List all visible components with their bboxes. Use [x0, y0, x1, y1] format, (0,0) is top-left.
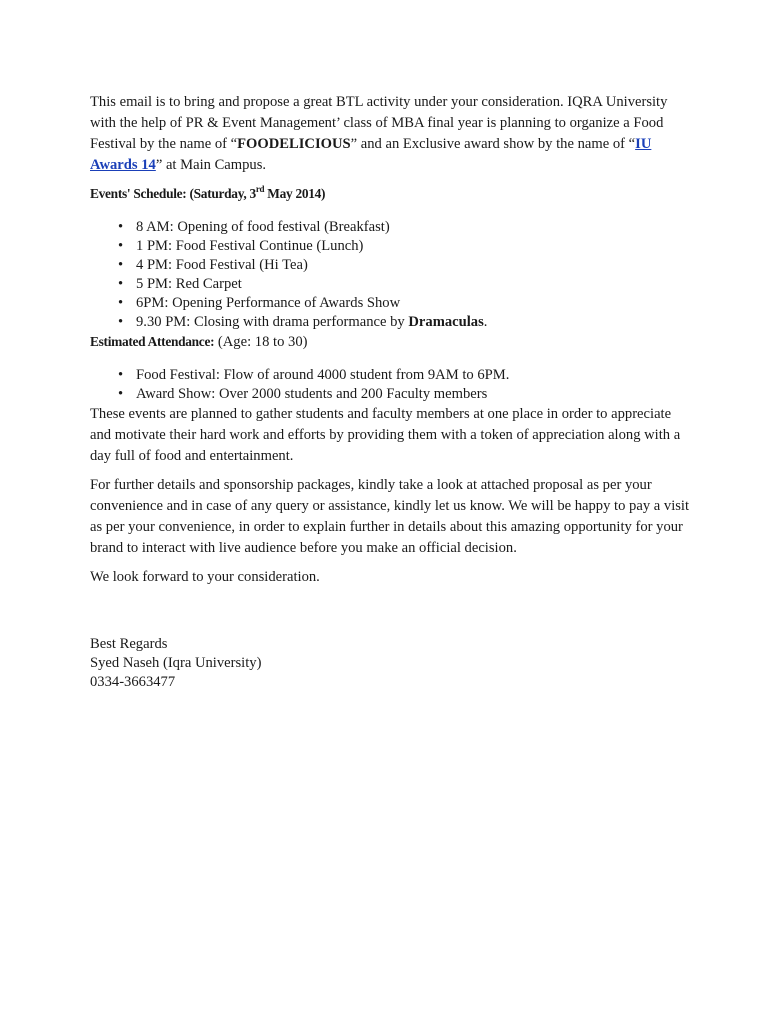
bullet-icon: • — [118, 314, 124, 330]
email-body — [90, 92, 690, 692]
sender-phone: 0334-3663477 — [90, 674, 176, 690]
attendance-list — [90, 366, 690, 404]
intro-text-2: ” and an Exclusive award show by the name of “ — [350, 136, 636, 152]
list-item: • 5 PM: Red Carpet — [118, 276, 242, 292]
closing-salutation: Best Regards — [90, 636, 168, 652]
list-item: • 9.30 PM: Closing with drama performance by Dramaculas. — [118, 314, 488, 330]
bullet-icon: • — [118, 295, 124, 311]
intro-text-1: This email is to bring and propose a great BTL activity under your consideration. IQRA University with the help of PR & Event Management’ class of MBA final year is planning to organize a Food Festival by the name of “ — [90, 94, 668, 152]
list-item: • Food Festival: Flow of around 4000 student from 9AM to 6PM. — [118, 367, 510, 383]
list-item: • Award Show: Over 2000 students and 200 Faculty members — [118, 386, 488, 402]
date-ordinal-suffix: rd — [255, 184, 265, 194]
schedule-heading: Events' Schedule: (Saturday, 3rd May 2014) — [90, 184, 326, 201]
signature-spacer — [90, 596, 690, 635]
intro-paragraph — [90, 92, 690, 176]
bullet-icon: • — [118, 367, 124, 383]
bullet-icon: • — [118, 276, 124, 292]
attendance-age-note: (Age: 18 to 30) — [214, 334, 308, 350]
closing-paragraph: We look forward to your consideration. — [90, 569, 320, 585]
intro-text-3: ” at Main Campus. — [155, 157, 267, 173]
bullet-icon: • — [118, 219, 124, 235]
list-item: • 8 AM: Opening of food festival (Breakfast) — [118, 219, 390, 235]
bullet-icon: • — [118, 257, 124, 273]
drama-group-name: Dramaculas — [408, 314, 484, 330]
bullet-icon: • — [118, 386, 124, 402]
award-show-link[interactable]: IU Awards 14 — [90, 136, 652, 173]
list-item: • 1 PM: Food Festival Continue (Lunch) — [118, 238, 364, 254]
sender-name: Syed Naseh (Iqra University) — [90, 655, 262, 671]
signature-block — [90, 635, 690, 692]
attendance-heading: Estimated Attendance: (Age: 18 to 30) — [90, 334, 308, 350]
festival-name: FOODELICIOUS — [237, 136, 351, 152]
sponsorship-paragraph: For further details and sponsorship packages, kindly take a look at attached proposal as per your convenience and in case of any query or assistance, kindly let us know. We will be happy to pay a visit as per your convenience, in order to explain further in details about this amazing opportunity for your brand to interact with live audience before you make an official decision. — [90, 477, 690, 556]
list-item: • 6PM: Opening Performance of Awards Show — [118, 295, 401, 311]
purpose-paragraph: These events are planned to gather students and faculty members at one place in order to appreciate and motivate their hard work and efforts by providing them with a token of appreciation along with a day full of food and entertainment. — [90, 406, 681, 464]
list-item: • 4 PM: Food Festival (Hi Tea) — [118, 257, 308, 273]
bullet-icon: • — [118, 238, 124, 254]
schedule-list — [90, 218, 690, 332]
